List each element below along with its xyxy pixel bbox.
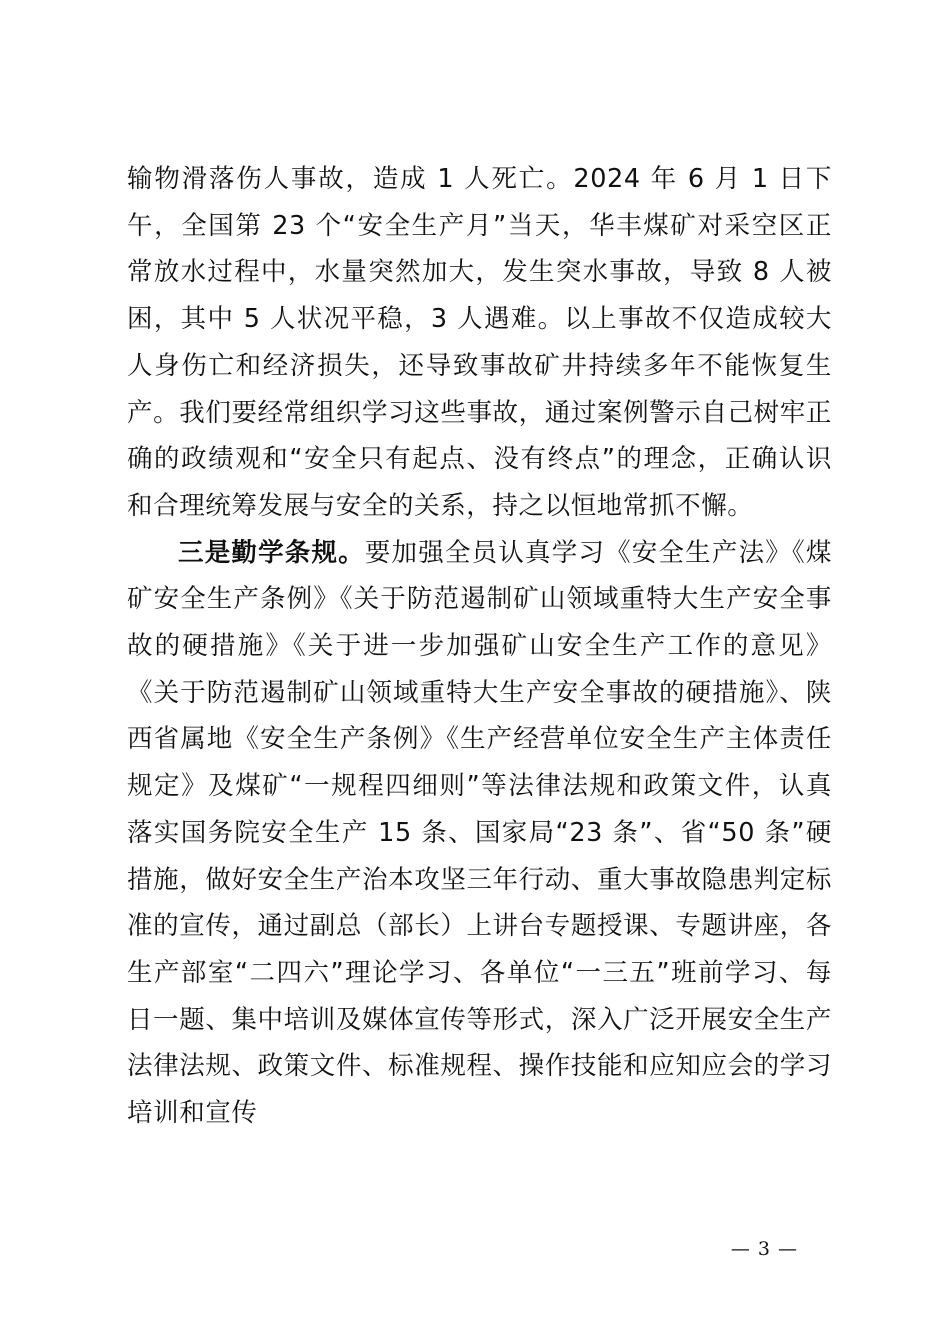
body-text: [127, 156, 832, 1137]
page-number: — 3 —: [730, 1238, 798, 1260]
paragraph-1-text: 输物滑落伤人事故，造成 1 人死亡。2024 年 6 月 1 日下午，全国第 23 个“安全生产月”当天，华丰煤矿对采空区正常放水过程中，水量突然加大，发生突水事故，导致 8 人被困，其中 5 人状况平稳，3 人遇难。以上事故不仅造成较大人身伤亡和经济损失，还导致事故矿井持续多年不能恢复生产。我们要经常组织学习这些事故，通过案例警示自己树牢正确的政绩观和“安全只有起点、没有终点”的理念，正确认识和合理统筹发展与安全的关系，持之以恒地常抓不懈。: [127, 164, 832, 521]
paragraph-1: [127, 156, 832, 530]
paragraph-2-text: 要加强全员认真学习《安全生产法》《煤矿安全生产条例》《关于防范遏制矿山领域重特大生产安全事故的硬措施》《关于进一步加强矿山安全生产工作的意见》《关于防范遏制矿山领域重特大生产安全事故的硬措施》、陕西省属地《安全生产条例》《生产经营单位安全生产主体责任规定》及煤矿“一规程四细则”等法律法规和政策文件，认真落实国务院安全生产 15 条、国家局“23 条”、省“50 条”硬措施，做好安全生产治本攻坚三年行动、重大事故隐患判定标准的宣传，通过副总（部长）上讲台专题授课、专题讲座，各生产部室“二四六”理论学习、各单位“一三五”班前学习、每日一题、集中培训及媒体宣传等形式，深入广泛开展安全生产法律法规、政策文件、标准规程、操作技能和应知应会的学习培训和宣传: [127, 537, 832, 1129]
paragraph-2-heading: 三是勤学条规。: [178, 537, 365, 568]
paragraph-2: [127, 530, 832, 1137]
